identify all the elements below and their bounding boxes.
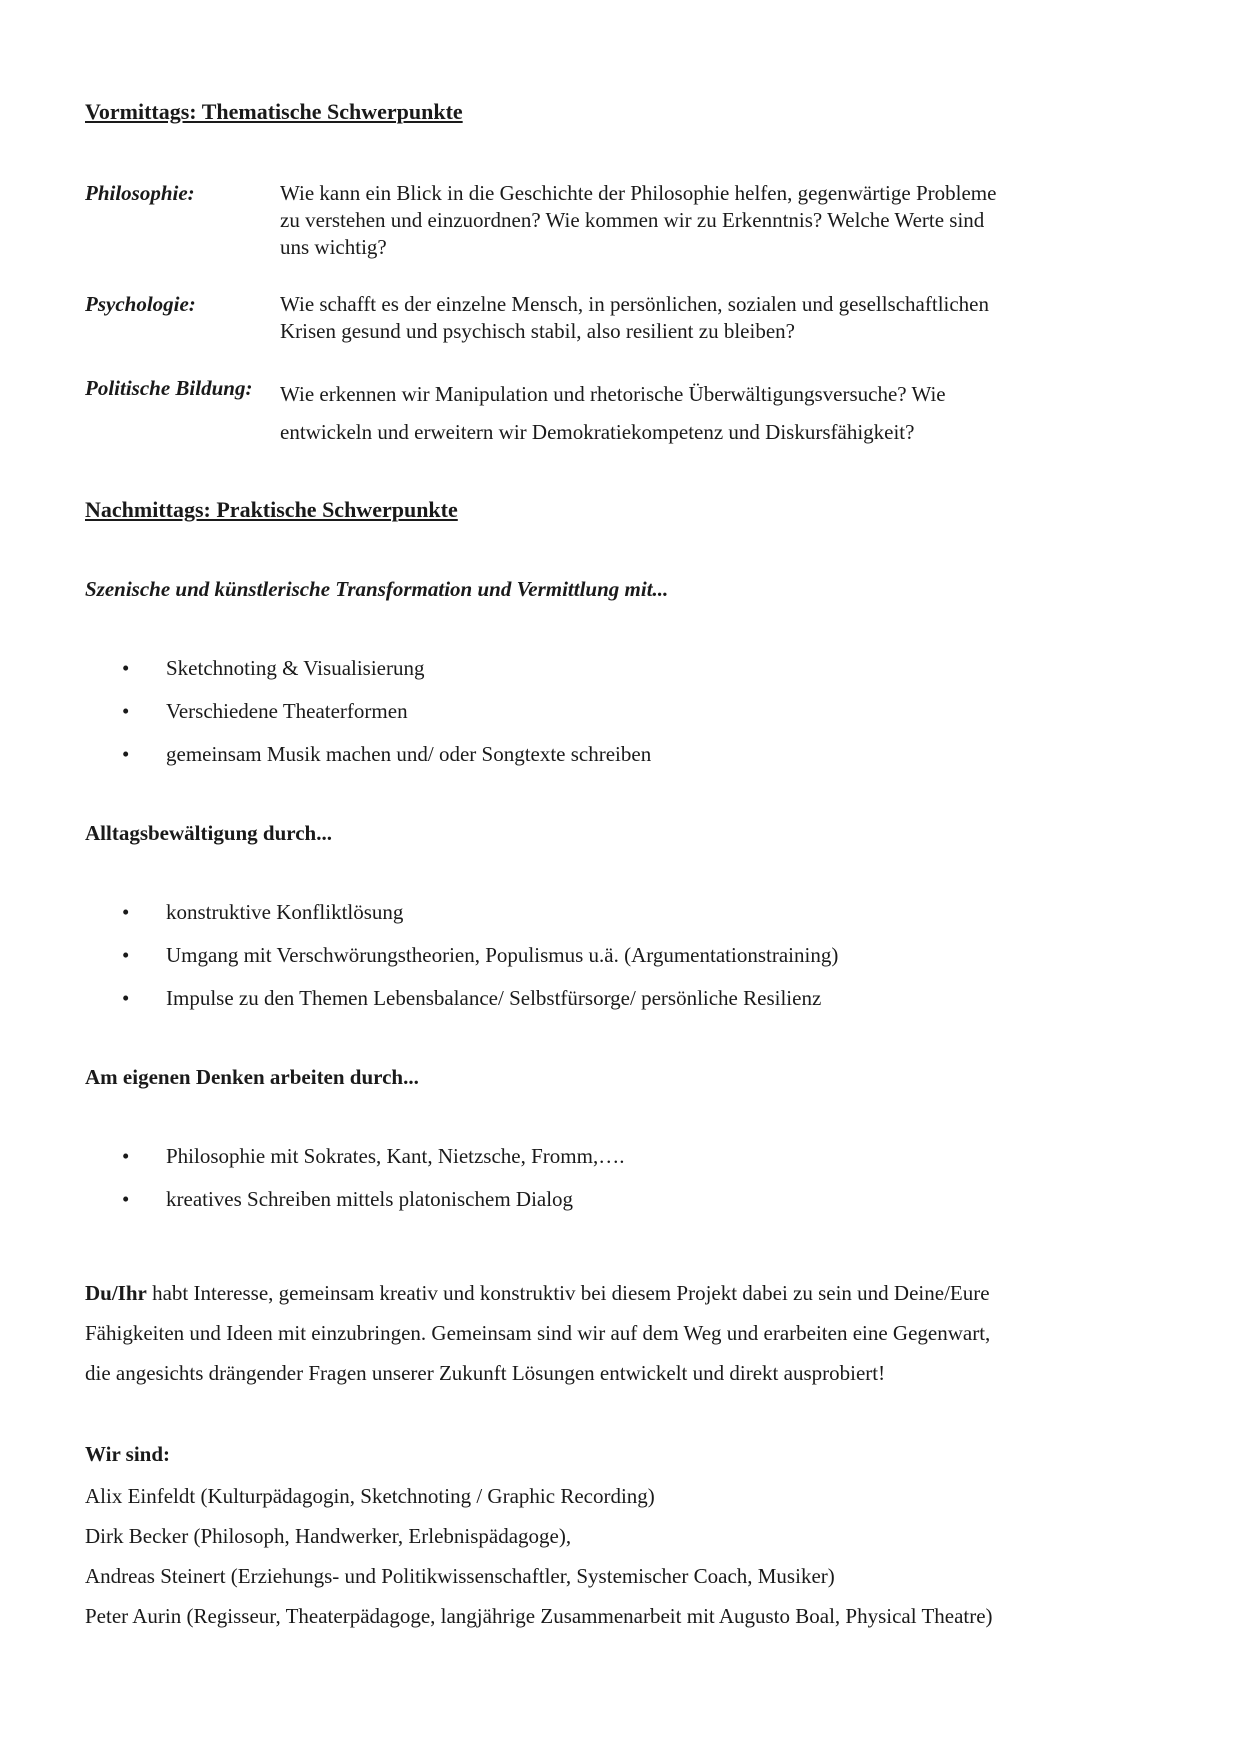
list-item: • kreatives Schreiben mittels platonischem Dialog bbox=[122, 1186, 1158, 1213]
list-item: • Philosophie mit Sokrates, Kant, Nietzsche, Fromm,…. bbox=[122, 1143, 1158, 1170]
team-member: Alix Einfeldt (Kulturpädagogin, Sketchnoting / Graphic Recording) bbox=[85, 1484, 655, 1508]
invitation-line: Fähigkeiten und Ideen mit einzubringen. Gemeinsam sind wir auf dem Weg und erarbeiten eine Gegenwart, bbox=[85, 1321, 991, 1345]
topic-text-line: zu verstehen und einzuordnen? Wie kommen wir zu Erkenntnis? Welche Werte sind bbox=[280, 208, 985, 232]
group-title-eigenes-denken: Am eigenen Denken arbeiten durch... bbox=[85, 1065, 419, 1089]
topic-text-philosophie bbox=[280, 180, 996, 261]
morning-heading: Vormittags: Thematische Schwerpunkte bbox=[85, 99, 463, 124]
team-member: Dirk Becker (Philosoph, Handwerker, Erlebnispädagoge), bbox=[85, 1524, 572, 1548]
topic-label-psychologie: Psychologie: bbox=[85, 292, 196, 316]
topic-text-line: Wie schafft es der einzelne Mensch, in persönlichen, sozialen und gesellschaftlichen bbox=[280, 292, 990, 316]
topic-label-politische-bildung: Politische Bildung: bbox=[85, 376, 253, 400]
list-item: • konstruktive Konfliktlösung bbox=[122, 899, 1158, 926]
topic-row-philosophie bbox=[85, 180, 1158, 261]
list-item: • Verschiedene Theaterformen bbox=[122, 698, 1158, 725]
topic-text-line: Wie kann ein Blick in die Geschichte der Philosophie helfen, gegenwärtige Probleme bbox=[280, 181, 997, 205]
bullet-list-alltagsbewaeltigung bbox=[122, 899, 1158, 1012]
list-item: • Sketchnoting & Visualisierung bbox=[122, 655, 1158, 682]
team-heading: Wir sind: bbox=[85, 1442, 171, 1466]
group-title-szenische-transformation: Szenische und künstlerische Transformation und Vermittlung mit... bbox=[85, 577, 669, 601]
topic-label-philosophie: Philosophie: bbox=[85, 181, 195, 205]
team-member: Peter Aurin (Regisseur, Theaterpädagoge, langjährige Zusammenarbeit mit Augusto Boal, Physical Theatre) bbox=[85, 1604, 993, 1628]
topic-text-line: Wie erkennen wir Manipulation und rhetorische Überwältigungsversuche? Wie bbox=[280, 382, 946, 406]
bullet-list-szenische bbox=[122, 655, 1158, 768]
list-item: • gemeinsam Musik machen und/ oder Songtexte schreiben bbox=[122, 741, 1158, 768]
topic-text-line: entwickeln und erweitern wir Demokratiekompetenz und Diskursfähigkeit? bbox=[280, 420, 915, 444]
topic-text-psychologie bbox=[280, 291, 989, 345]
group-title-alltagsbewaeltigung: Alltagsbewältigung durch... bbox=[85, 821, 332, 845]
invitation-line: die angesichts drängender Fragen unserer Zukunft Lösungen entwickelt und direkt ausprobiert! bbox=[85, 1361, 886, 1385]
topic-text-line: uns wichtig? bbox=[280, 235, 387, 259]
invitation-line bbox=[85, 1273, 1158, 1313]
topic-row-psychologie bbox=[85, 291, 1158, 345]
team-member: Andreas Steinert (Erziehungs- und Politikwissenschaftler, Systemischer Coach, Musiker) bbox=[85, 1564, 835, 1588]
topic-text-politische-bildung bbox=[280, 375, 946, 451]
list-item: • Impulse zu den Themen Lebensbalance/ Selbstfürsorge/ persönliche Resilienz bbox=[122, 985, 1158, 1012]
invitation-line-text: habt Interesse, gemeinsam kreativ und konstruktiv bei diesem Projekt dabei zu sein und Deine/Eure bbox=[146, 1281, 990, 1305]
topic-row-politische-bildung bbox=[85, 375, 1158, 451]
invitation-paragraph bbox=[85, 1273, 1158, 1393]
list-item: • Umgang mit Verschwörungstheorien, Populismus u.ä. (Argumentationstraining) bbox=[122, 942, 1158, 969]
afternoon-heading: Nachmittags: Praktische Schwerpunkte bbox=[85, 497, 458, 522]
invitation-lead: Du/Ihr bbox=[85, 1281, 147, 1305]
topic-text-line: Krisen gesund und psychisch stabil, also resilient zu bleiben? bbox=[280, 319, 795, 343]
bullet-list-eigenes-denken bbox=[122, 1143, 1158, 1213]
